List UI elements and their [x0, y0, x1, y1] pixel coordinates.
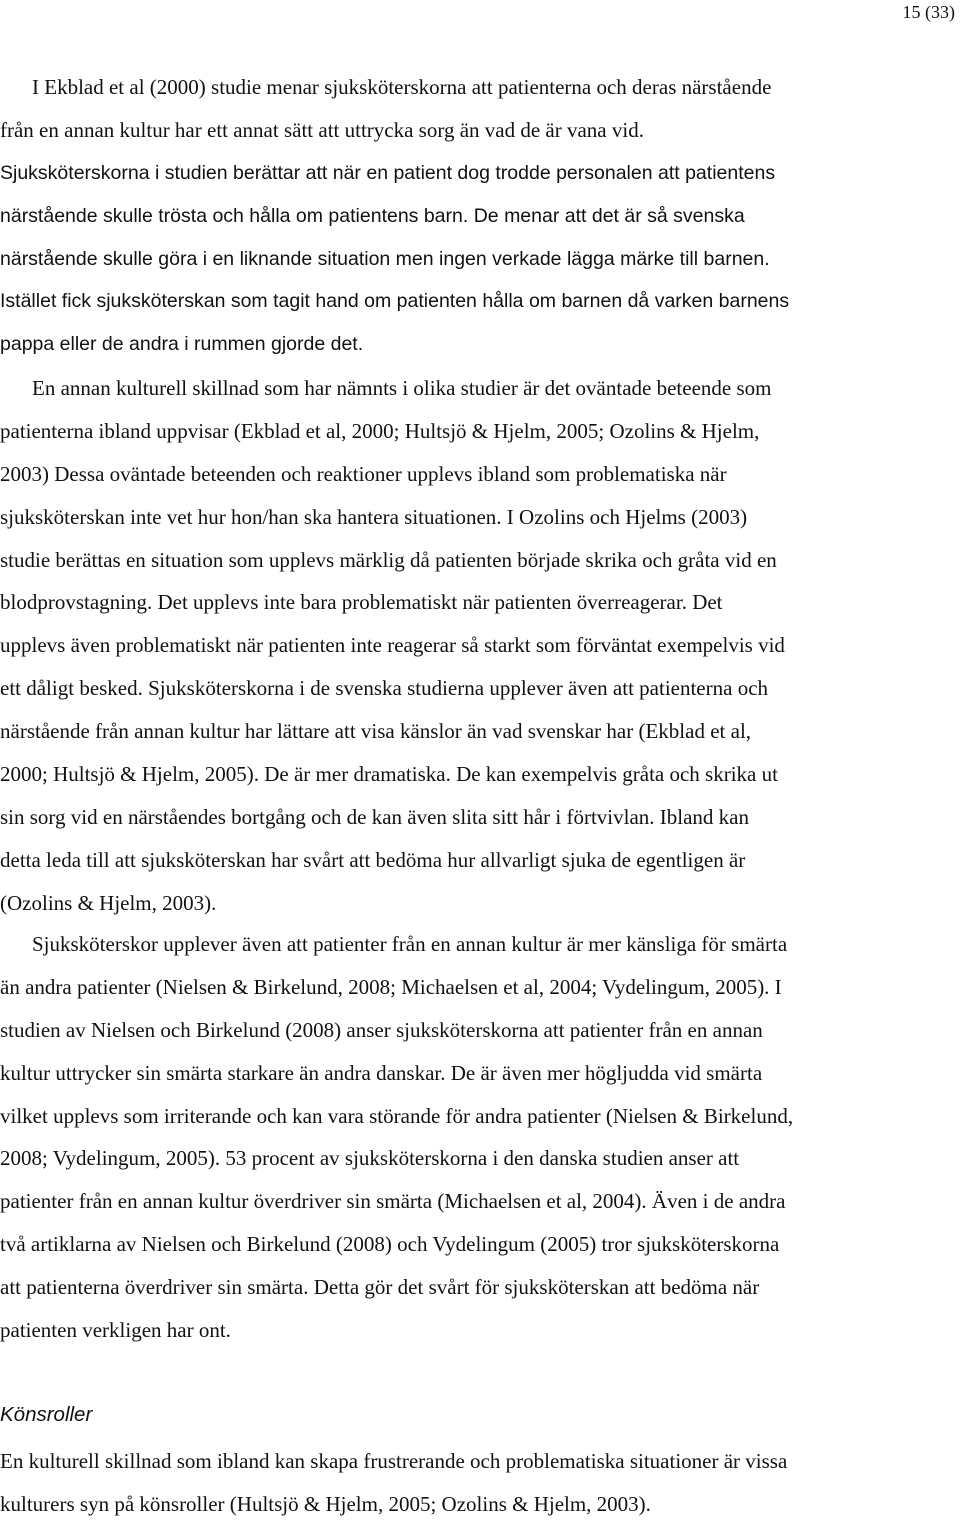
text-line: Sjuksköterskorna i studien berättar att när en patient dog trodde personalen att patientens [0, 161, 776, 184]
text-line: patienterna ibland uppvisar (Ekblad et al, 2000; Hultsjö & Hjelm, 2005; Ozolins & Hjelm, [0, 418, 760, 443]
text-line: patienter från en annan kultur överdriver sin smärta (Michaelsen et al, 2004). Även i de andra [0, 1189, 786, 1214]
section-heading: Könsroller [0, 1403, 93, 1426]
text-line: 2008; Vydelingum, 2005). 53 procent av sjuksköterskorna i den danska studien anser att [0, 1146, 740, 1171]
paragraph-3 [0, 923, 958, 1352]
text-line: studien av Nielsen och Birkelund (2008) anser sjuksköterskorna att patienter från en annan [0, 1017, 763, 1042]
text-line: sjuksköterskan inte vet hur hon/han ska hantera situationen. I Ozolins och Hjelms (2003) [0, 504, 748, 529]
text-line: 2003) Dessa oväntade beteenden och reaktioner upplevs ibland som problematiska när [0, 461, 727, 486]
text-line: I Ekblad et al (2000) studie menar sjuksköterskorna att patienterna och deras närstående [32, 75, 772, 99]
text-line: En kulturell skillnad som ibland kan skapa frustrerande och problematiska situationer är vissa [0, 1449, 788, 1473]
text-line: närstående från annan kultur har lättare att visa känslor än vad svenskar har (Ekblad et al, [0, 719, 752, 744]
section-paragraph [0, 1440, 958, 1526]
paragraph-2 [0, 367, 958, 925]
text-line: sin sorg vid en närståendes bortgång och de kan även slita sitt hår i förtvivlan. Ibland kan [0, 804, 750, 829]
text-line: Istället fick sjuksköterskan som tagit hand om patienten hålla om barnen då varken barnens [0, 290, 790, 313]
paragraph-1 [0, 66, 958, 366]
text-line: kulturers syn på könsroller (Hultsjö & Hjelm, 2005; Ozolins & Hjelm, 2003). [0, 1491, 651, 1516]
page-number: 15 (33) [902, 2, 955, 22]
text-line: patienten verkligen har ont. [0, 1318, 231, 1343]
text-line: detta leda till att sjuksköterskan har svårt att bedöma hur allvarligt sjuka de egentligen är [0, 847, 746, 872]
text-line: upplevs även problematiskt när patienten inte reagerar så starkt som förväntat exempelvis vid [0, 633, 785, 658]
text-line: (Ozolins & Hjelm, 2003). [0, 890, 217, 915]
text-line: att patienterna överdriver sin smärta. Detta gör det svårt för sjuksköterskan att bedöma när [0, 1275, 760, 1300]
text-line: ett dåligt besked. Sjuksköterskorna i de svenska studierna upplever även att patienterna och [0, 676, 769, 701]
text-line: pappa eller de andra i rummen gjorde det. [0, 333, 364, 356]
text-line: närstående skulle trösta och hålla om patientens barn. De menar att det är så svenska [0, 204, 745, 227]
text-line: En annan kulturell skillnad som har nämnts i olika studier är det oväntade beteende som [32, 376, 772, 400]
text-line: 2000; Hultsjö & Hjelm, 2005). De är mer dramatiska. De kan exempelvis gråta och skrika ut [0, 762, 778, 787]
text-line: än andra patienter (Nielsen & Birkelund, 2008; Michaelsen et al, 2004; Vydelingum, 2005). I [0, 974, 782, 999]
text-line: studie berättas en situation som upplevs märklig då patienten började skrika och gråta vid en [0, 547, 777, 572]
text-line: två artiklarna av Nielsen och Birkelund (2008) och Vydelingum (2005) tror sjuksköterskorna [0, 1232, 780, 1257]
text-line: närstående skulle göra i en liknande situation men ingen verkade lägga märke till barnen. [0, 247, 770, 270]
text-line: Sjuksköterskor upplever även att patienter från en annan kultur är mer känsliga för smärta [32, 932, 788, 956]
text-line: från en annan kultur har ett annat sätt att uttrycka sorg än vad de är vana vid. [0, 117, 644, 142]
text-line: kultur uttrycker sin smärta starkare än andra danskar. De är även mer högljudda vid smärta [0, 1060, 763, 1085]
text-line: blodprovstagning. Det upplevs inte bara problematiskt när patienten överreagerar. Det [0, 590, 723, 615]
text-line: vilket upplevs som irriterande och kan vara störande för andra patienter (Nielsen & Birkelund, [0, 1103, 794, 1128]
